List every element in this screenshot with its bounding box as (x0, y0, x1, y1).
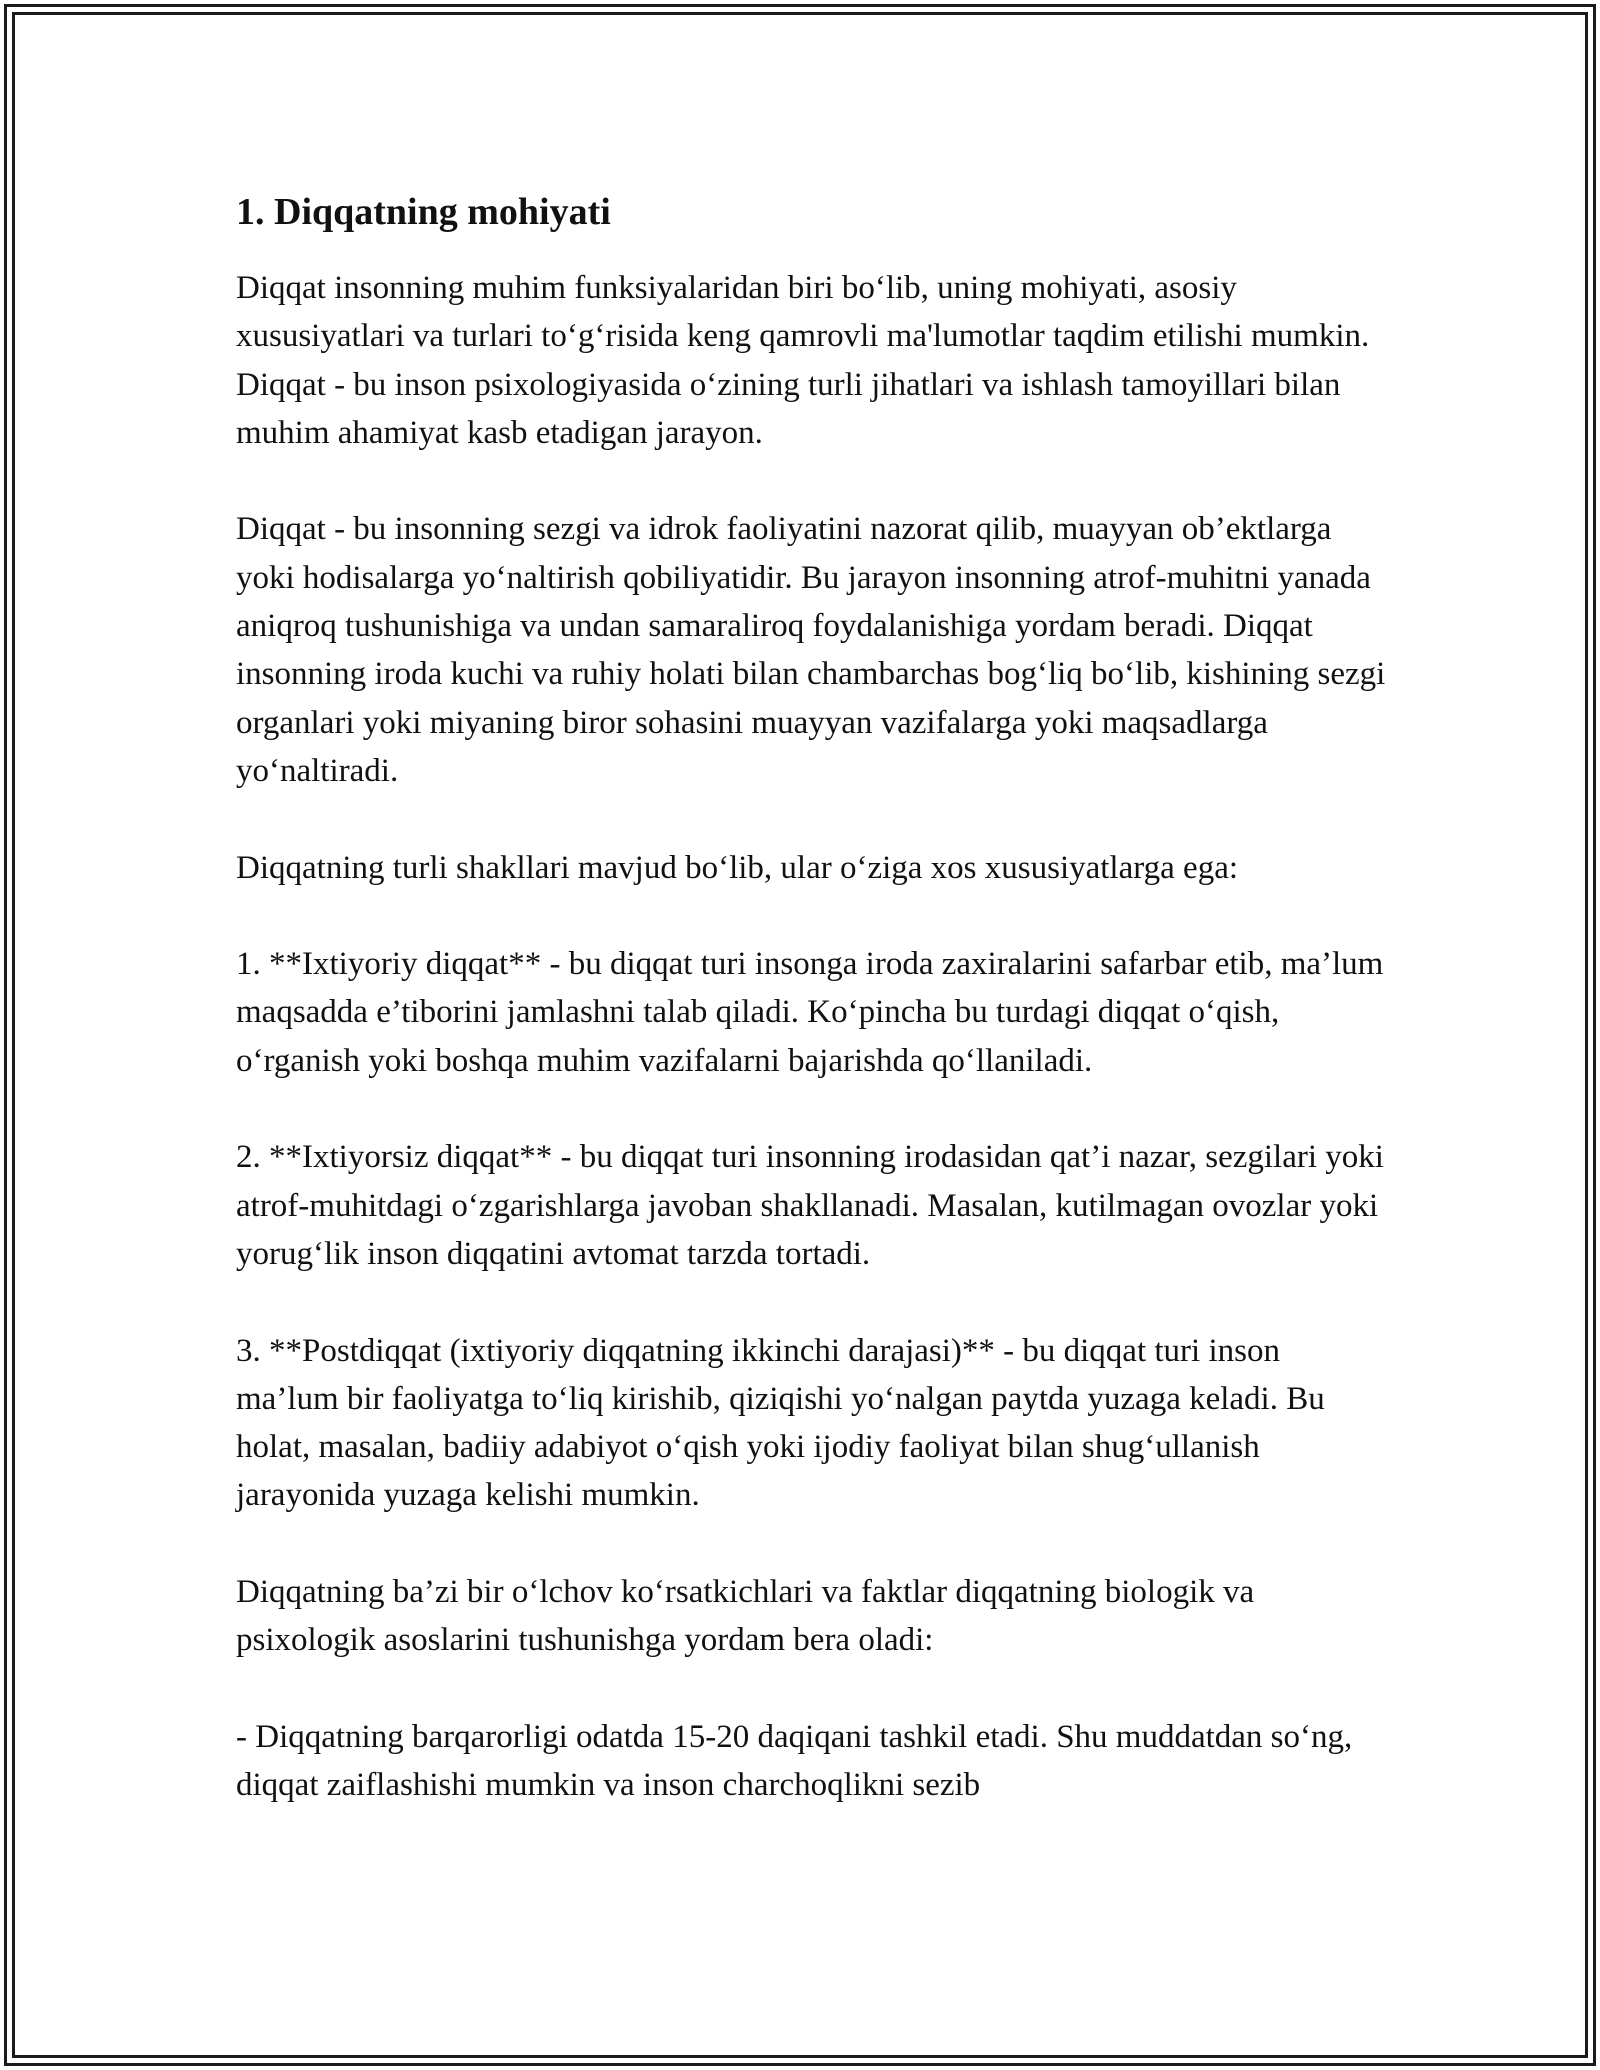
paragraph-intro: Diqqat insonning muhim funksiyalaridan biri bo‘lib, uning mohiyati, asosiy xususiyatlari va turlari to‘g‘risida keng qamrovli ma'lumotlar taqdim etilishi mumkin. Diqqat - bu inson psixologiyasida o‘zining turli jihatlari va ishlash tamoyillari bilan muhim ahamiyat kasb etadigan jarayon. (236, 270, 1370, 451)
paragraph-definition: Diqqat - bu insonning sezgi va idrok faoliyatini nazorat qilib, muayyan ob’ektlarga yoki hodisalarga yo‘naltirish qobiliyatidir. Bu jarayon insonning atrof-muhitni yanada aniqroq tushunishiga va undan samaraliroq foydalanishiga yordam beradi. Diqqat insonning iroda kuchi va ruhiy holati bilan chambarchas bog‘liq bo‘lib, kishining sezgi organlari yoki miyaning biror sohasini muayyan vazifalarga yoki maqsadlarga yo‘naltiradi. (236, 511, 1386, 789)
paragraph-measures-intro: Diqqatning ba’zi bir o‘lchov ko‘rsatkichlari va faktlar diqqatning biologik va psixologik asoslarini tushunishga yordam bera oladi: (236, 1574, 1255, 1659)
bullet-attention-stability: - Diqqatning barqarorligi odatda 15-20 daqiqani tashkil etadi. Shu muddatdan so‘ng, diqqat zaiflashishi mumkin va inson charchoqlikni sezib (236, 1718, 1353, 1804)
list-item-voluntary-attention: 1. **Ixtiyoriy diqqat** - bu diqqat turi insonga iroda zaxiralarini safarbar etib, ma’lum maqsadda e’tiborini jamlashni talab qiladi. Ko‘pincha bu turdagi diqqat o‘qish, o‘rganish yoki boshqa muhim vazifalarni bajarishda qo‘llaniladi. (236, 946, 1384, 1079)
list-item-post-voluntary-attention: 3. **Postdiqqat (ixtiyoriy diqqatning ikkinchi darajasi)** - bu diqqat turi inson ma’lum bir faoliyatga to‘liq kirishib, qiziqishi yo‘nalgan paytda yuzaga keladi. Bu holat, masalan, badiiy adabiyot o‘qish yoki ijodiy faoliyat bilan shug‘ullanish jarayonida yuzaga kelishi mumkin. (236, 1332, 1325, 1514)
paragraph-forms-intro: Diqqatning turli shakllari mavjud bo‘lib, ular o‘ziga xos xususiyatlarga ega: (236, 849, 1239, 886)
section-heading: 1. Diqqatning mohiyati (236, 191, 611, 233)
list-item-involuntary-attention: 2. **Ixtiyorsiz diqqat** - bu diqqat turi insonning irodasidan qat’i nazar, sezgilari yoki atrof-muhitdagi o‘zgarishlarga javoban shakllanadi. Masalan, kutilmagan ovozlar yoki yorug‘lik inson diqqatini avtomat tarzda tortadi. (236, 1139, 1384, 1272)
document-body (236, 188, 1386, 1858)
